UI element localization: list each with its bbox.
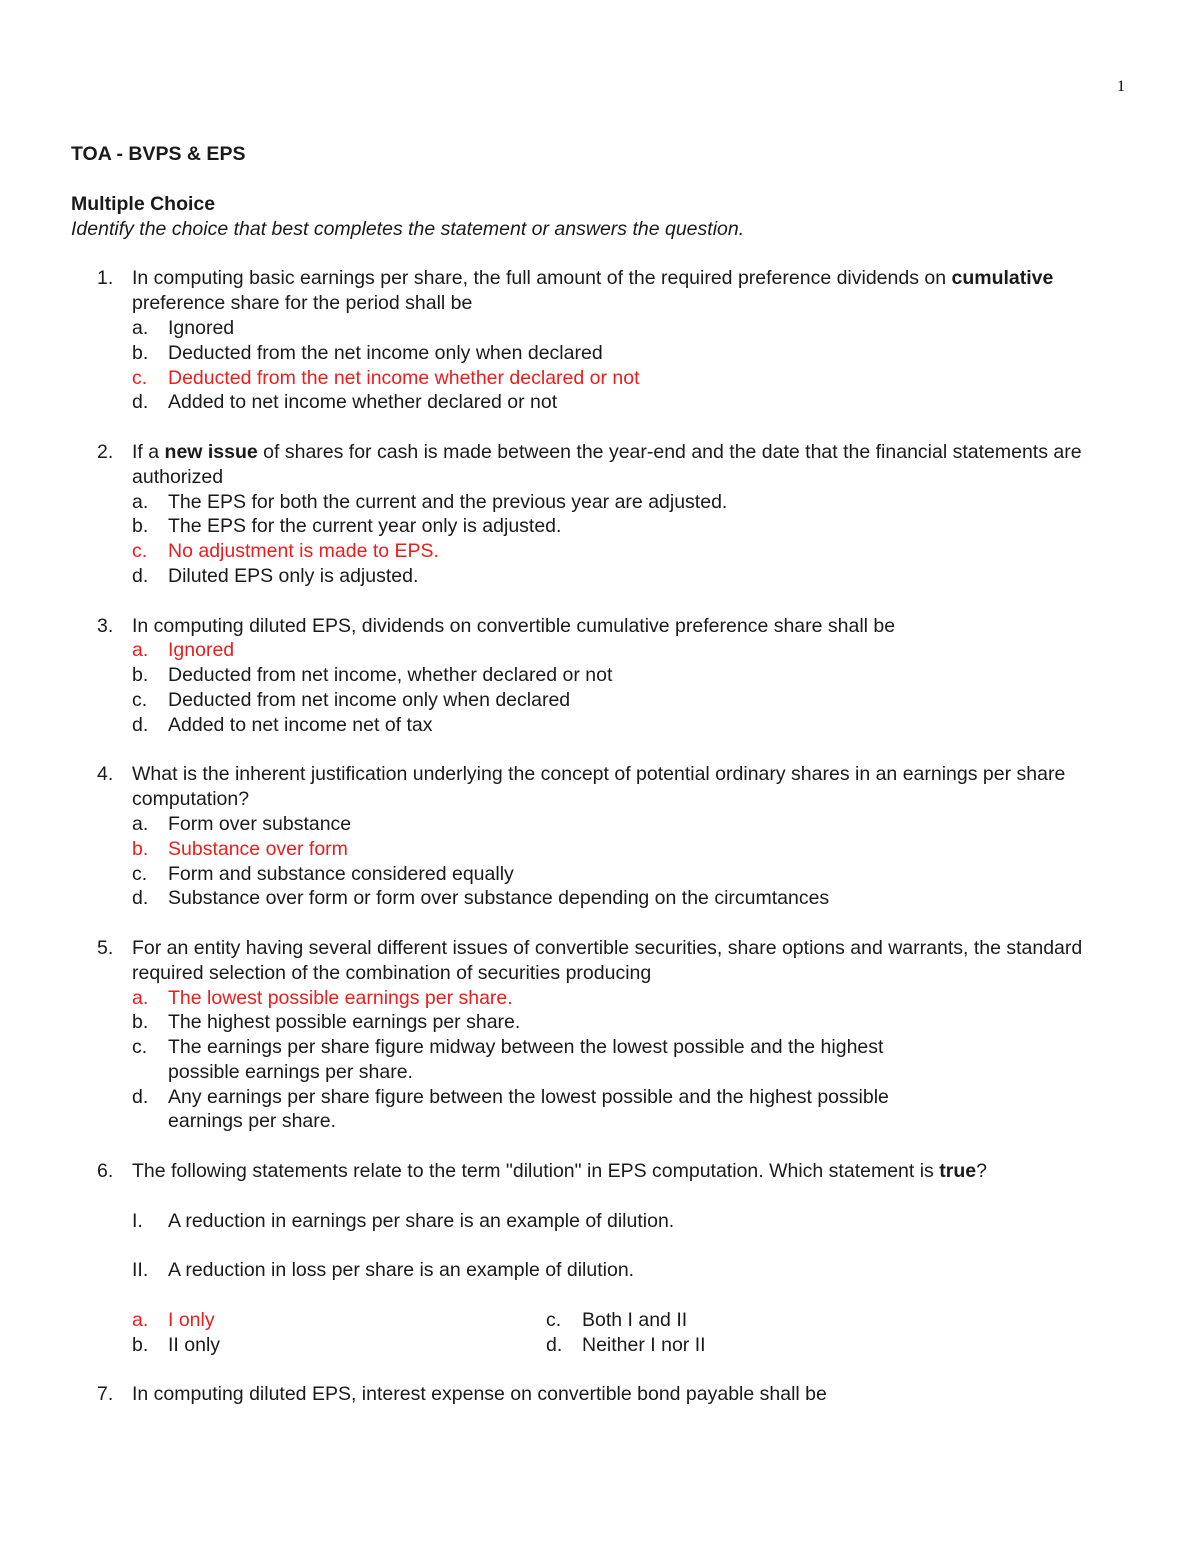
choice-c-correct-answer: c. No adjustment is made to EPS.: [132, 540, 439, 563]
choice-a-correct-answer: a. The lowest possible earnings per share.: [132, 986, 513, 1009]
choice-b-correct-answer: b. Substance over form: [132, 837, 348, 860]
question-number: 6.: [97, 1160, 114, 1183]
question-number: 4.: [97, 763, 114, 786]
choice-d: d. Added to net income whether declared or not: [132, 391, 558, 414]
choice-d: d. Neither I nor II: [546, 1333, 706, 1356]
question-number: 5.: [97, 936, 114, 959]
question-6: [71, 1159, 1131, 1357]
question-3: [71, 614, 1131, 738]
choice-c: c. Both I and II: [546, 1308, 688, 1331]
choice-d: d. Substance over form or form over substance depending on the circumtances: [132, 887, 830, 910]
question-1: [71, 266, 1131, 415]
statement-ii: II. A reduction in loss per share is an example of dilution.: [132, 1259, 635, 1282]
question-4: [71, 762, 1131, 911]
page-number: 1: [1117, 78, 1125, 95]
document-body: [71, 142, 1131, 1432]
choice-d: d. Any earnings per share figure between the lowest possible and the highest possible earnings per share.: [132, 1085, 889, 1133]
choice-d: d. Added to net income net of tax: [132, 713, 433, 736]
choice-a: a. Ignored: [132, 316, 235, 339]
document-title: TOA - BVPS & EPS: [71, 143, 246, 165]
choice-b: b. II only: [132, 1333, 221, 1356]
choice-a: a. The EPS for both the current and the previous year are adjusted.: [132, 490, 728, 513]
statement-i: I. A reduction in earnings per share is an example of dilution.: [132, 1209, 675, 1232]
choice-d: d. Diluted EPS only is adjusted.: [132, 564, 419, 587]
question-stem: The following statements relate to the term "dilution" in EPS computation. Which statement is true?: [132, 1160, 987, 1183]
choice-a: a. Form over substance: [132, 812, 352, 835]
choice-c: c. Deducted from net income only when declared: [132, 688, 571, 711]
choice-a-correct-answer: a. Ignored: [132, 639, 235, 662]
answer-choices-grid: [132, 1308, 1131, 1358]
choice-b: b. The EPS for the current year only is adjusted.: [132, 515, 562, 538]
choice-b: b. Deducted from net income, whether declared or not: [132, 664, 613, 687]
question-stem: If a new issue of shares for cash is made between the year-end and the date that the financial statements are authorized: [132, 440, 1082, 488]
question-stem: In computing diluted EPS, interest expense on convertible bond payable shall be: [132, 1383, 827, 1406]
question-stem: In computing diluted EPS, dividends on convertible cumulative preference share shall be: [132, 614, 896, 637]
question-stem: In computing basic earnings per share, the full amount of the required preference dividends on cumulative preference share for the period shall be: [132, 267, 1054, 315]
section-instructions: Identify the choice that best completes the statement or answers the question.: [71, 217, 745, 240]
question-2: [71, 440, 1131, 589]
question-number: 2.: [97, 440, 114, 463]
choice-b: b. The highest possible earnings per share.: [132, 1011, 521, 1034]
question-number: 3.: [97, 614, 114, 637]
question-7: [71, 1382, 1131, 1407]
choice-a-correct-answer: a. I only: [132, 1308, 215, 1331]
section-title: Multiple Choice: [71, 192, 216, 215]
question-stem: What is the inherent justification underlying the concept of potential ordinary shares in an earnings per share computation?: [132, 763, 1066, 811]
choice-c: c. The earnings per share figure midway between the lowest possible and the highest possible earnings per share.: [132, 1036, 884, 1083]
choice-c: c. Form and substance considered equally: [132, 862, 514, 885]
question-number: 1.: [97, 267, 114, 290]
choice-c-correct-answer: c. Deducted from the net income whether declared or not: [132, 366, 640, 389]
question-number: 7.: [97, 1383, 114, 1406]
choice-b: b. Deducted from the net income only when declared: [132, 341, 603, 364]
question-5: [71, 936, 1131, 1134]
question-stem: For an entity having several different issues of convertible securities, share options and warrants, the standard required selection of the combination of securities producing: [132, 936, 1083, 984]
